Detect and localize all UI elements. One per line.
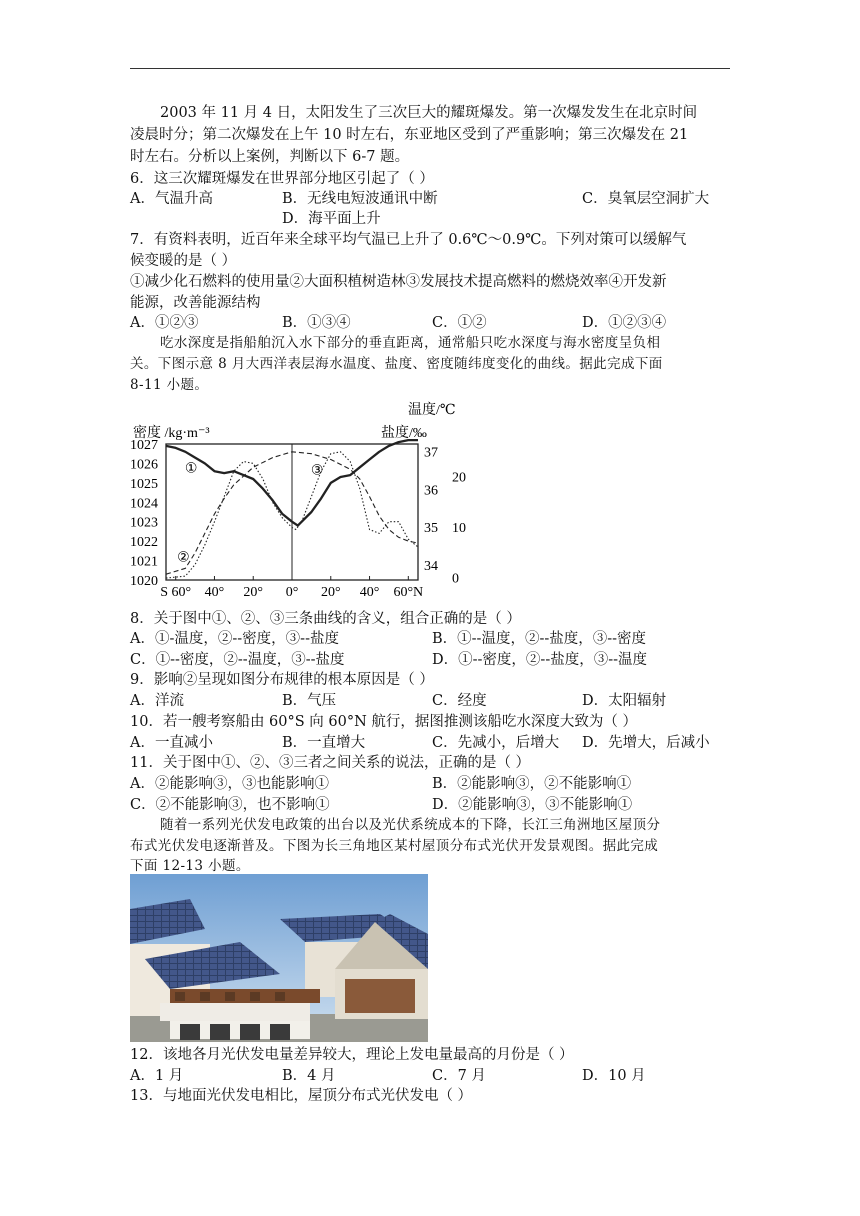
q10-option-c[interactable]: C．先减小，后增大 — [432, 735, 560, 751]
q11-option-d[interactable]: D．②能影响③，③不能影响① — [432, 797, 633, 813]
header-rule — [130, 68, 730, 69]
q7-list-1: ①减少化石燃料的使用量②大面积植树造林③发展技术提高燃料的燃烧效率④开发新 — [130, 274, 667, 290]
q6-option-c[interactable]: C．臭氧层空洞扩大 — [582, 191, 710, 207]
temperature-tick-label: 0 — [452, 571, 459, 587]
q7-stem-1: 7．有资料表明，近百年来全球平均气温已上升了 0.6℃～0.9℃。下列对策可以缓解气 — [130, 232, 687, 248]
q11-option-b[interactable]: B．②能影响③，②不能影响① — [432, 776, 632, 792]
x-tick-label: 40° — [204, 585, 225, 600]
q7-list-2: 能源，改善能源结构 — [130, 295, 261, 311]
q9-option-d[interactable]: D．太阳辐射 — [582, 693, 667, 709]
density-tick-label: 1027 — [130, 438, 158, 453]
q6-stem: 6．这三次耀斑爆发在世界部分地区引起了（ ） — [130, 171, 434, 187]
axis-label-density: 密度 /kg·m⁻³ — [133, 426, 210, 441]
q6-option-d[interactable]: D．海平面上升 — [282, 211, 381, 227]
intro-line-1: 2003 年 11 月 4 日，太阳发生了三次巨大的耀斑爆发。第一次爆发发生在北京时间 — [160, 105, 698, 121]
x-tick-label: 20° — [320, 585, 341, 600]
intro-line-2: 凌晨时分；第二次爆发在上午 10 时左右，东亚地区受到了严重影响；第三次爆发在 21 — [130, 127, 689, 143]
axis-label-salinity: 盐度/‰ — [381, 426, 427, 441]
q8-option-b[interactable]: B．①--温度，②--盐度，③--密度 — [432, 631, 647, 647]
q9-stem: 9．影响②呈现如图分布规律的根本原因是（ ） — [130, 672, 434, 688]
salinity-tick-label: 35 — [424, 521, 438, 537]
density-tick-label: 1023 — [130, 515, 158, 531]
q12-option-d[interactable]: D．10 月 — [582, 1068, 646, 1084]
passage3-line-1: 随着一系列光伏发电政策的出台以及光伏系统成本的下降，长江三角洲地区屋顶分 — [160, 817, 661, 833]
q7-option-d[interactable]: D．①②③④ — [582, 315, 667, 331]
rooftop-solar-photo — [130, 874, 428, 1042]
q7-option-a[interactable]: A．①②③ — [130, 315, 199, 331]
passage2-line-2: 关。下图示意 8 月大西洋表层海水温度、盐度、密度随纬度变化的曲线。据此完成下面 — [130, 356, 663, 372]
density-tick-label: 1020 — [130, 574, 158, 589]
ocean-profile-chart — [128, 396, 473, 604]
density-tick-label: 1024 — [130, 496, 158, 512]
x-tick-label: 40° — [359, 585, 380, 600]
temperature-tick-label: 10 — [452, 521, 466, 537]
q9-option-b[interactable]: B．气压 — [282, 693, 337, 709]
passage2-line-1: 吃水深度是指船舶沉入水下部分的垂直距离，通常船只吃水深度与海水密度呈负相 — [160, 335, 661, 351]
passage3-line-3: 下面 12-13 小题。 — [130, 858, 250, 874]
q7-option-b[interactable]: B．①③④ — [282, 315, 351, 331]
q7-option-c[interactable]: C．①② — [432, 315, 487, 331]
q6-option-b[interactable]: B．无线电短波通讯中断 — [282, 191, 438, 207]
x-tick-label: 20° — [243, 585, 264, 600]
q8-option-c[interactable]: C．①--密度，②--温度，③--盐度 — [130, 652, 345, 668]
q13-stem: 13．与地面光伏发电相比，屋顶分布式光伏发电（ ） — [130, 1088, 473, 1104]
passage3-line-2: 布式光伏发电逐渐普及。下图为长三角地区某村屋顶分布式光伏开发景观图。据此完成 — [130, 838, 659, 854]
density-tick-label: 1021 — [130, 554, 158, 570]
x-tick-label: 0° — [285, 585, 299, 600]
temperature-tick-label: 20 — [452, 470, 466, 486]
density-tick-label: 1026 — [130, 457, 158, 473]
salinity-tick-label: 34 — [424, 558, 438, 574]
density-tick-label: 1022 — [130, 535, 158, 551]
q12-option-a[interactable]: A．1 月 — [130, 1068, 184, 1084]
intro-line-3: 时左右。分析以上案例，判断以下 6-7 题。 — [130, 149, 410, 165]
q11-option-c[interactable]: C．②不能影响③，也不影响① — [130, 797, 330, 813]
salinity-tick-label: 37 — [424, 445, 438, 461]
series-label-1: ① — [184, 461, 198, 477]
q9-option-a[interactable]: A．洋流 — [130, 693, 184, 709]
passage2-line-3: 8-11 小题。 — [130, 377, 209, 393]
q10-stem: 10．若一艘考察船由 60°S 向 60°N 航行，据图推测该船吃水深度大致为（ ） — [130, 714, 638, 730]
q6-option-a[interactable]: A．气温升高 — [130, 191, 213, 207]
q10-option-b[interactable]: B．一直增大 — [282, 735, 366, 751]
q7-stem-2: 候变暖的是（ ） — [130, 253, 237, 269]
q8-option-a[interactable]: A．①-温度，②--密度，③--盐度 — [130, 631, 339, 647]
x-tick-label: 60°N — [393, 585, 424, 600]
q10-option-a[interactable]: A．一直减小 — [130, 735, 213, 751]
q10-option-d[interactable]: D．先增大，后减小 — [582, 735, 710, 751]
q12-option-b[interactable]: B．4 月 — [282, 1068, 336, 1084]
x-tick-label: S 60° — [160, 585, 192, 600]
salinity-tick-label: 36 — [424, 483, 438, 499]
series-label-3: ③ — [310, 463, 324, 479]
q12-stem: 12．该地各月光伏发电量差异较大，理论上发电量最高的月份是（ ） — [130, 1047, 574, 1063]
q12-option-c[interactable]: C．7 月 — [432, 1068, 486, 1084]
density-tick-label: 1025 — [130, 476, 158, 492]
q9-option-c[interactable]: C．经度 — [432, 693, 487, 709]
q11-stem: 11．关于图中①、②、③三者之间关系的说法，正确的是（ ） — [130, 755, 531, 771]
axis-label-temperature: 温度/℃ — [408, 403, 456, 418]
series-label-2: ② — [177, 550, 190, 566]
q8-option-d[interactable]: D．①--密度，②--盐度，③--温度 — [432, 652, 648, 668]
q8-stem: 8．关于图中①、②、③三条曲线的含义，组合正确的是（ ） — [130, 611, 521, 627]
q11-option-a[interactable]: A．②能影响③，③也能影响① — [130, 776, 329, 792]
